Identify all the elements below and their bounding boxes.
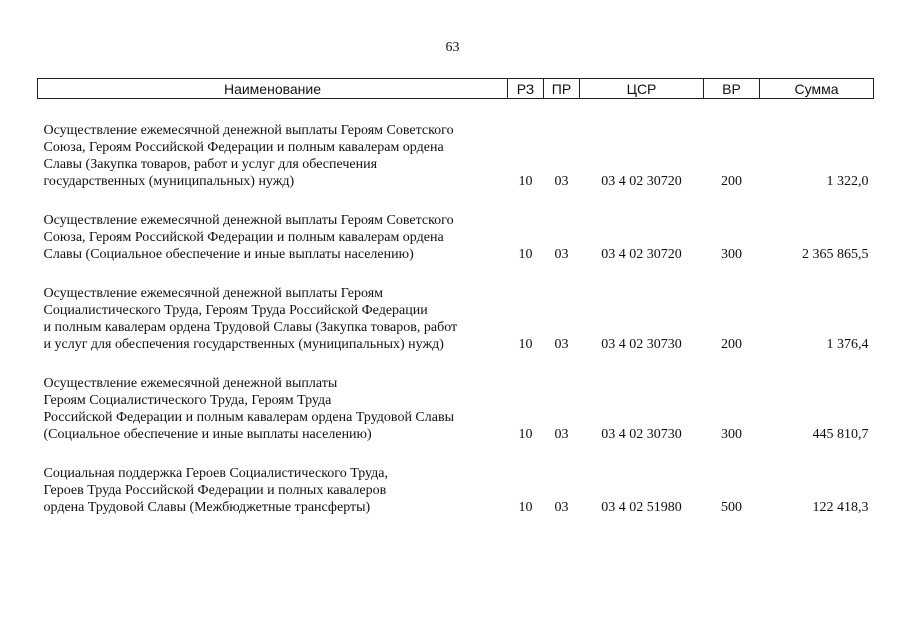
row-sum: 1 322,0 [826, 174, 869, 189]
row-vr: 200 [721, 174, 742, 189]
row-name: Осуществление ежемесячной денежной выплаты Героям Советского Союза, Героям Российской Федерации и полным кавалерам ордена Славы (Социальное обеспечение и иные выплаты населению) [43, 213, 454, 262]
header-name: Наименование [38, 79, 508, 99]
header-rz: РЗ [508, 79, 544, 99]
row-csr: 03 4 02 30720 [601, 247, 682, 262]
row-name: Осуществление ежемесячной денежной выплаты Героям Советского Союза, Героям Российской Федерации и полным кавалерам ордена Славы (Закупка товаров, работ и услуг для обеспечения государственных (муниципальных) нужд) [43, 123, 454, 189]
row-pr: 03 [554, 427, 569, 442]
table-row [38, 443, 874, 516]
row-vr: 300 [721, 247, 742, 262]
row-sum: 1 376,4 [826, 337, 869, 352]
header-sum: Сумма [760, 79, 874, 99]
row-name: Социальная поддержка Героев Социалистического Труда, Героев Труда Российской Федерации и полных кавалеров ордена Трудовой Славы (Межбюджетные трансферты) [43, 466, 388, 515]
header-csr: ЦСР [580, 79, 704, 99]
header-pr: ПР [544, 79, 580, 99]
row-rz: 10 [518, 174, 533, 189]
table-row [38, 353, 874, 443]
table-row [38, 263, 874, 353]
header-vr: ВР [704, 79, 760, 99]
row-name: Осуществление ежемесячной денежной выплаты Героям Социалистического Труда, Героям Труда Российской Федерации и полным кавалерам ордена Трудовой Славы (Социальное обеспечение и иные выплаты населению) [43, 376, 454, 442]
row-name: Осуществление ежемесячной денежной выплаты Героям Социалистического Труда, Героям Труда Российской Федерации и полным кавалерам ордена Трудовой Славы (Закупка товаров, работ и услуг для обеспечения государственных (муниципальных) нужд) [43, 286, 458, 352]
row-pr: 03 [554, 337, 569, 352]
row-rz: 10 [518, 500, 533, 515]
table-row [38, 190, 874, 263]
row-vr: 300 [721, 427, 742, 442]
row-sum: 445 810,7 [812, 427, 869, 442]
budget-table [37, 78, 874, 516]
row-rz: 10 [518, 247, 533, 262]
row-sum: 122 418,3 [812, 500, 869, 515]
row-rz: 10 [518, 337, 533, 352]
row-csr: 03 4 02 30730 [601, 427, 682, 442]
row-vr: 500 [721, 500, 742, 515]
table-header [38, 79, 874, 99]
row-vr: 200 [721, 337, 742, 352]
page-number: 63 [445, 40, 460, 55]
row-pr: 03 [554, 247, 569, 262]
row-csr: 03 4 02 30720 [601, 174, 682, 189]
row-pr: 03 [554, 174, 569, 189]
table-row [38, 99, 874, 191]
row-sum: 2 365 865,5 [802, 247, 869, 262]
row-pr: 03 [554, 500, 569, 515]
row-rz: 10 [518, 427, 533, 442]
row-csr: 03 4 02 51980 [601, 500, 682, 515]
row-csr: 03 4 02 30730 [601, 337, 682, 352]
